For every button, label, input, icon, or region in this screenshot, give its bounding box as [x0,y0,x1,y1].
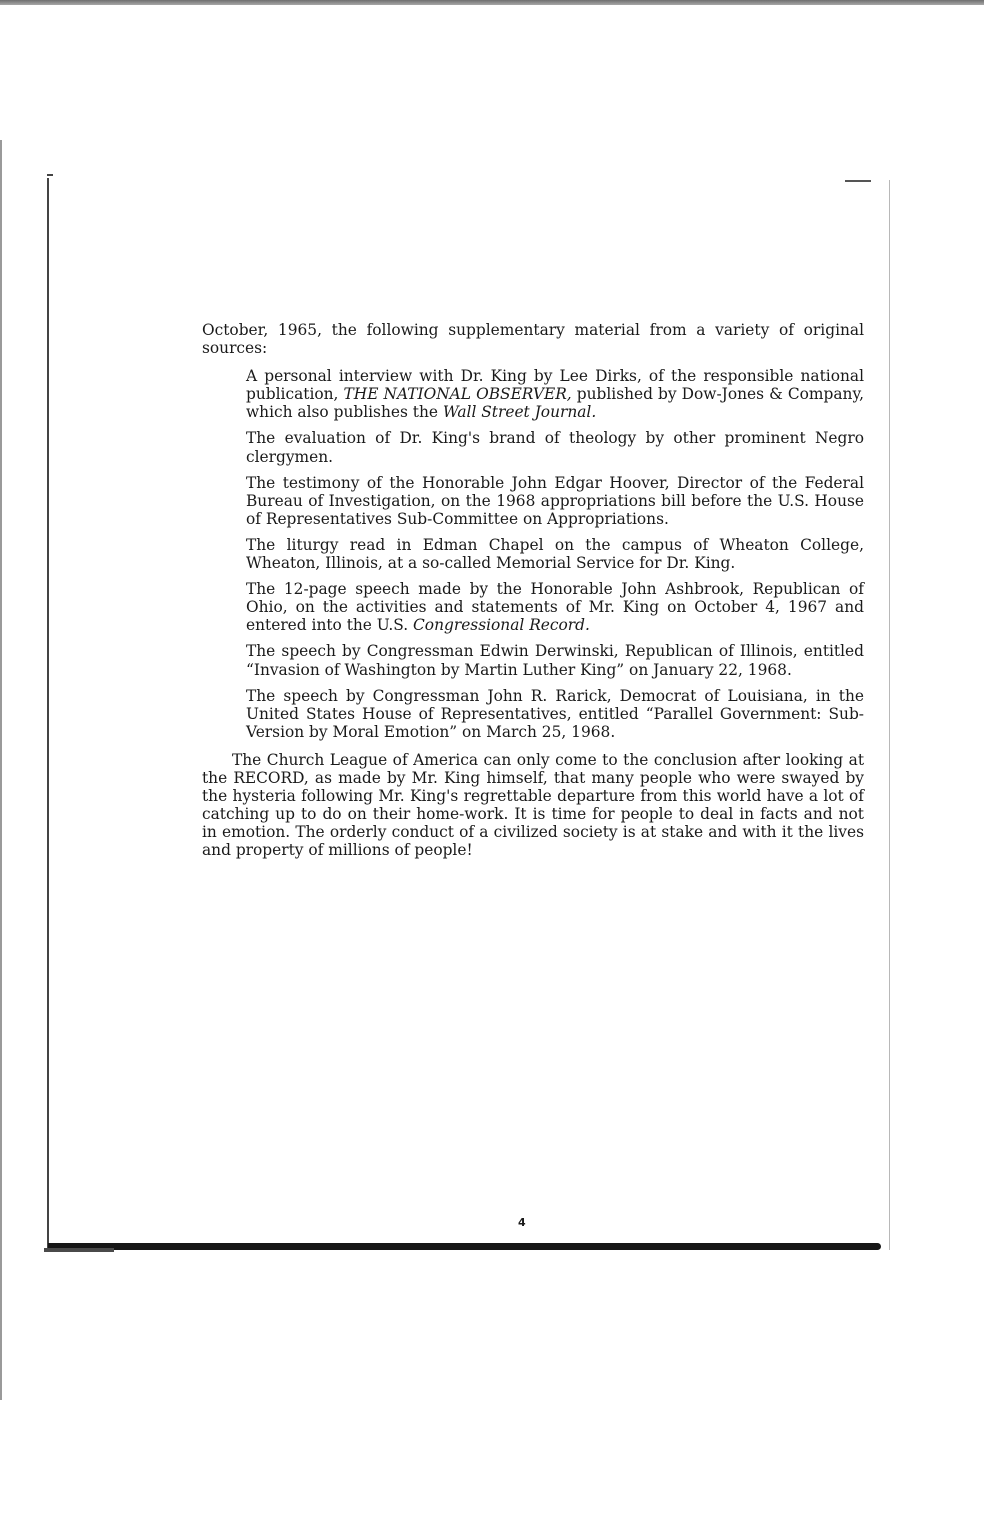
left-bracket-cap [47,174,53,176]
scan-edge-top [0,0,984,5]
left-bracket-line [47,178,49,1248]
source-item-hoover-testimony: The testimony of the Honorable John Edgar Hoover, Director of the Federal Bureau of Investigation, on the 1968 appropriations bill before the U.S. House of Representatives Sub-Committee on Appropriations. [246,473,864,528]
congressional-record-title: Congressional Record. [413,616,590,635]
right-bracket-line [889,180,890,1250]
source-item-theology: The evaluation of Dr. King's brand of theology by other prominent Negro clergymen. [246,429,864,466]
lead-paragraph: October, 1965, the following supplementary material from a variety of original sources: [202,321,864,358]
source-item-interview: A personal interview with Dr. King by Lee Dirks, of the responsible national publication, THE NATIONAL OBSERVER, published by Dow-Jones & Company, which also publishes the Wall Street Journal. [246,367,864,422]
source-list [246,367,864,741]
right-bracket-cap [845,180,871,182]
source-item-ashbrook-speech: The 12-page speech made by the Honorable John Ashbrook, Republican of Ohio, on the activities and statements of Mr. King on October 4, 1967 and entered into the U.S. Congressional Record. [246,580,864,635]
scan-edge-left [0,140,2,1400]
page-body [202,321,864,859]
publication-title: THE NATIONAL OBSERVER, [343,385,572,404]
page-number: 4 [518,1216,526,1229]
source-item-liturgy: The liturgy read in Edman Chapel on the campus of Wheaton College, Wheaton, Illinois, at a so-called Memorial Service for Dr. King. [246,535,864,573]
bottom-rule [48,1243,881,1250]
source-item-rarick-speech: The speech by Congressman John R. Rarick, Democrat of Louisiana, in the United States House of Representatives, entitled “Parallel Government: Sub-Version by Moral Emotion” on March 25, 1968. [246,686,864,741]
closing-paragraph: The Church League of America can only come to the conclusion after looking at the RECORD, as made by Mr. King himself, that many people who were swayed by the hysteria following Mr. King's regrettable departure from this world have a lot of catching up to do on their home-work. It is time for people to deal in facts and not in emotion. The orderly conduct of a civilized society is at stake and with it the lives and property of millions of people! [202,750,864,860]
bottom-rule-tail [44,1248,114,1252]
source-item-derwinski-speech: The speech by Congressman Edwin Derwinski, Republican of Illinois, entitled “Invasion of Washington by Martin Luther King” on January 22, 1968. [246,642,864,679]
journal-title: Wall Street Journal. [442,403,597,422]
